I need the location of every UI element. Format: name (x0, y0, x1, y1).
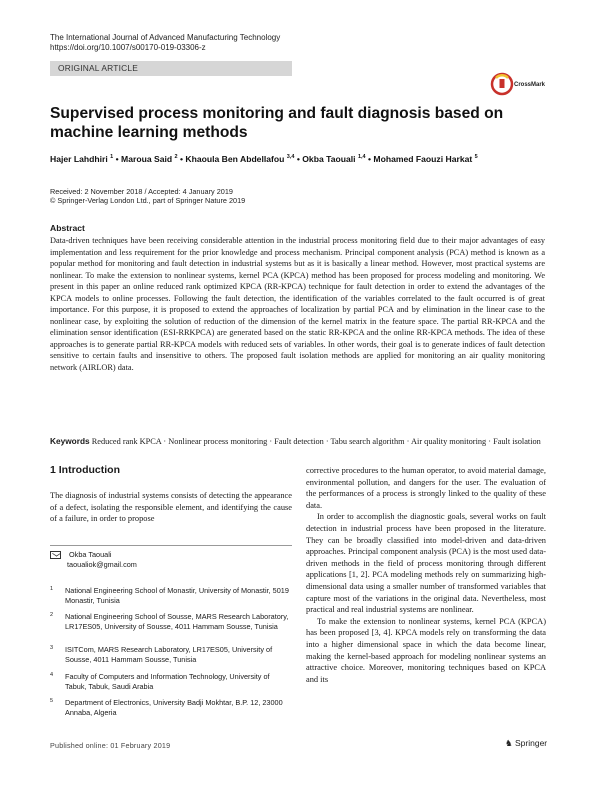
affiliation-text: National Engineering School of Monastir, University of Monastir, 5019 Monastir, Tunisia (65, 586, 289, 605)
author-name[interactable]: Maroua Said (121, 154, 173, 164)
received-dates: Received: 2 November 2018 / Accepted: 4 January 2019 (50, 187, 233, 196)
intro-paragraph: In order to accomplish the diagnostic goals, several works on fault detection in industrial process have been proposed in the literature. They can be broadly classified into model-driven and data-driven approaches. Principal component analysis (PCA) is the most used data-driven methods in the field of process monitoring through different applications [1, 2]. PCA modeling methods rely on summarizing high-dimensional data using a smaller number of transformed variables that capture most of the variations in the original data. Nevertheless, most practical and real industrial systems are nonlinear. (306, 512, 546, 615)
abstract-text: Data-driven techniques have been receiving considerable attention in the industrial process monitoring field due to their major advantages of easy implementation and less requirement for the prior knowledge and process mechanism. Principal component analysis (PCA) method is known as a popular method for monitoring and fault detection in industrial systems but as it is basically a linear method. However, most practical systems are nonlinear. To make the extension to nonlinear systems, kernel PCA (KPCA) method has been proposed for process modeling and monitoring. We present in this paper an online reduced rank optimized KPCA (RR-KPCA) technique for fault detection in order to extend the advantages of the KPCA models to online processes. Following the fault detection, the identification of the variables correlated to the fault occurred is of great importance. For this purpose, it is proposed to extend the approaches of localization by partial PCA and by elimination in the linear case to the nonlinear case, by exploiting the solution of reduction of the dimension of the kernel matrix in the feature space. The partial RR-KPCA and the elimination sensor identification (ESI-RRKPCA) are generated based on the static RR-KPCA and the online RR-KPCA methods. The idea of these approaches is to generate partial RR-KPCA models with reduced sets of variables. In other words, their goal is to generate indices of fault detection sensitive to certain faults and insensitive to others. The proposed fault isolation methods are applied for monitoring an air quality monitoring network (AIRLOR) data. (50, 236, 545, 372)
author-name[interactable]: Okba Taouali (302, 154, 356, 164)
affiliation-item (50, 645, 292, 665)
author-separator: • (368, 154, 372, 164)
author-name[interactable]: Hajer Lahdhiri (50, 154, 108, 164)
abstract-heading: Abstract (50, 223, 85, 233)
author-name[interactable]: Mohamed Faouzi Harkat (373, 154, 473, 164)
article-type-label: ORIGINAL ARTICLE (58, 63, 138, 73)
keywords-block (50, 436, 545, 448)
affiliation-item (50, 586, 292, 606)
author-separator: • (296, 154, 300, 164)
corresponding-email[interactable]: taoualiok@gmail.com (67, 560, 137, 569)
affiliation-text: Department of Electronics, University Badji Mokhtar, B.P. 12, 23000 Annaba, Algeria (65, 698, 283, 717)
affiliation-text: National Engineering School of Sousse, MARS Research Laboratory, LR17ES05, University of Sousse, 4011 Hammam Sousse, Tunisia (65, 612, 289, 631)
affiliation-text: Faculty of Computers and Information Technology, University of Tabuk, Tabuk, Saudi Arabia (65, 672, 270, 691)
intro-paragraph: To make the extension to nonlinear systems, kernel PCA (KPCA) has been proposed [3, 4]. KPCA models rely on transforming the data into a higher dimensional space in which the data become linear, making the kernel-based approach for modeling nonlinear systems an attractive choice. Moreover, monitoring techniques based on KPCA and its (306, 616, 546, 684)
author-separator: • (179, 154, 183, 164)
author-separator: • (115, 154, 119, 164)
envelope-icon (50, 551, 61, 559)
crossmark-label: CrossMark (514, 82, 546, 88)
springer-logo (505, 738, 547, 749)
affiliation-item (50, 672, 292, 692)
paper-title: Supervised process monitoring and fault diagnosis based on machine learning methods (50, 105, 504, 141)
correspondence-block (50, 550, 137, 570)
affiliation-number: 5 (50, 698, 54, 704)
published-online-date: Published online: 01 February 2019 (50, 741, 171, 750)
author-list (50, 154, 550, 164)
affiliation-number: 2 (50, 612, 54, 618)
affiliation-number: 3 (50, 645, 54, 651)
crossmark-icon (492, 74, 512, 94)
author-name[interactable]: Khaoula Ben Abdellafou (185, 154, 285, 164)
affiliation-item (50, 698, 292, 718)
affiliation-number: 4 (50, 672, 54, 678)
affiliation-text: ISITCom, MARS Research Laboratory, LR17ES05, University of Sousse, 4011 Hammam Sousse, Tunisia (65, 645, 273, 664)
author-affiliation: 5 (474, 154, 478, 161)
springer-horse-icon: ♞ (505, 738, 513, 748)
springer-wordmark: Springer (515, 738, 548, 748)
keywords-text: Reduced rank KPCA · Nonlinear process monitoring · Fault detection · Tabu search algorithm · Air quality monitoring · Fault isolation (91, 437, 541, 446)
affiliation-item (50, 612, 292, 632)
doi-link[interactable]: https://doi.org/10.1007/s00170-019-03306-z (50, 43, 206, 52)
author-affiliation: 2 (174, 154, 178, 161)
author-affiliation: 3,4 (286, 154, 295, 161)
author-affiliation: 1 (110, 154, 114, 161)
intro-right-column (306, 465, 546, 685)
section-heading-introduction: 1 Introduction (50, 464, 120, 476)
copyright-notice: © Springer-Verlag London Ltd., part of Springer Nature 2019 (50, 196, 246, 205)
keywords-label: Keywords (50, 436, 90, 446)
intro-left-column (50, 490, 292, 525)
journal-title: The International Journal of Advanced Manufacturing Technology (50, 33, 281, 42)
corresponding-author: Okba Taouali (69, 550, 112, 559)
affiliation-number: 1 (50, 586, 54, 592)
intro-paragraph: corrective procedures to the human operator, to avoid material damage, environmental pollution, and dangers for the user. The evaluation of the performances of a process is strongly linked to the quality of these data. (306, 466, 546, 510)
author-affiliation: 1,4 (357, 154, 366, 161)
intro-paragraph: The diagnosis of industrial systems consists of detecting the appearance of a defect, isolating the responsible element, and identifying the cause of a failure, in order to propose (50, 491, 292, 524)
footnote-divider (50, 545, 292, 546)
